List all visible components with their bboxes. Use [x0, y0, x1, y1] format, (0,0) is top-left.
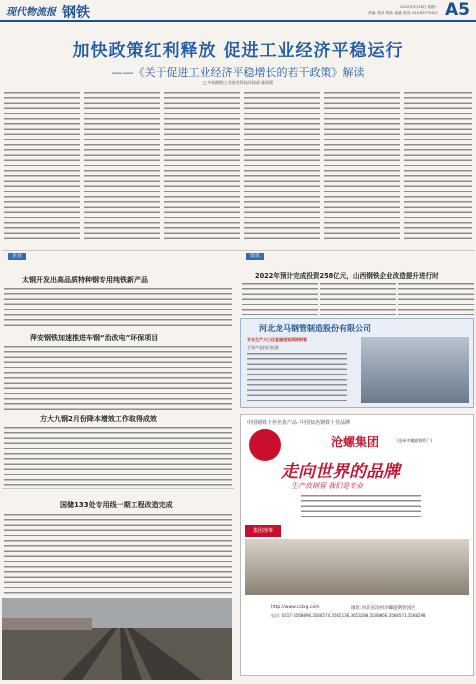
section-title: 钢铁	[62, 5, 90, 21]
news-title-5: 2022年预计完成投资258亿元，山西钢铁企业改造提升进行时	[255, 272, 439, 280]
longma-ad	[240, 318, 474, 408]
newspaper-logo: 现代物流报	[6, 7, 56, 18]
news-title-2: 萍安钢铁加速推进车钢“治改电”环保项目	[30, 334, 159, 342]
article-byline: □ 中国钢铁工业协会科技环保部 陈海莉	[202, 80, 274, 85]
masthead	[0, 0, 476, 22]
section-tag-right: 知讯	[246, 253, 264, 260]
news-body-2	[4, 346, 232, 410]
article-title: 加快政策红利释放 促进工业经济平稳运行	[72, 41, 404, 61]
ad2-slogan2: 生产放钢管 我们是专业	[291, 482, 364, 490]
ad1-details	[247, 353, 347, 403]
news-body-1	[4, 288, 232, 328]
page-number: A5	[445, 0, 470, 20]
article-column-2	[84, 92, 160, 242]
ad2-brand: 沧螺集团	[331, 435, 380, 449]
ad1-line1: 专业生产大口径直缝埋弧焊接钢管	[247, 337, 307, 342]
article-column-5	[324, 92, 400, 242]
ad2-cert-lines	[301, 495, 421, 521]
section-tag-left: 企业	[8, 253, 26, 260]
article-subtitle: ——《关于促进工业经济平稳增长的若干政策》解读	[111, 66, 365, 79]
news-title-1: 太钢开发出高品质特种钢专用纯铁新产品	[22, 276, 148, 284]
article-column-3	[164, 92, 240, 242]
ad2-web: http://www.czlxg.com	[271, 605, 320, 610]
news-body-5a	[242, 283, 318, 315]
canglu-logo-icon	[249, 429, 281, 461]
ad2-top: 中国钢铁十佳名优产品· 中国知名钢铁十佳品牌	[247, 420, 351, 426]
divider	[2, 488, 234, 489]
ad2-brand-sub: (沧州市螺旋钢管厂)	[397, 438, 433, 443]
news-body-4	[4, 514, 232, 596]
divider	[2, 250, 474, 251]
ad2-addr: 地址:河北省沧州市螺旋钢管园区	[351, 606, 416, 611]
ad1-pipe-photo	[361, 337, 469, 403]
article-column-6	[404, 92, 472, 242]
news-title-4: 国储133处专用线一期工程改造完成	[60, 501, 173, 509]
article-column-4	[244, 92, 320, 242]
issue-info: 2022年3月28日 星期一 责编: 张洋 审读: 郝嘉 电话: 010-83775421	[368, 5, 438, 15]
news-body-3	[4, 427, 232, 487]
news-body-5c	[398, 283, 474, 315]
canglu-ad	[240, 414, 474, 676]
news-body-5b	[320, 283, 396, 315]
ad2-group: 集团理事	[245, 525, 281, 537]
ad2-tel: 电话: 0317-3568896,3568574,3565136,3053288,3508866,3568573,3568298	[271, 613, 426, 618]
article-column-1	[4, 92, 80, 242]
ad1-company: 河北龙马钢管制造股份有限公司	[259, 324, 371, 333]
ad2-pipe-photo	[245, 539, 469, 595]
ad2-slogan: 走向世界的品牌	[281, 462, 400, 482]
news-title-3: 方大九钢2月份降本增效工作取得成效	[40, 415, 157, 423]
ad1-line2: 主导产品执行标准	[247, 345, 279, 350]
railway-photo	[2, 598, 232, 680]
